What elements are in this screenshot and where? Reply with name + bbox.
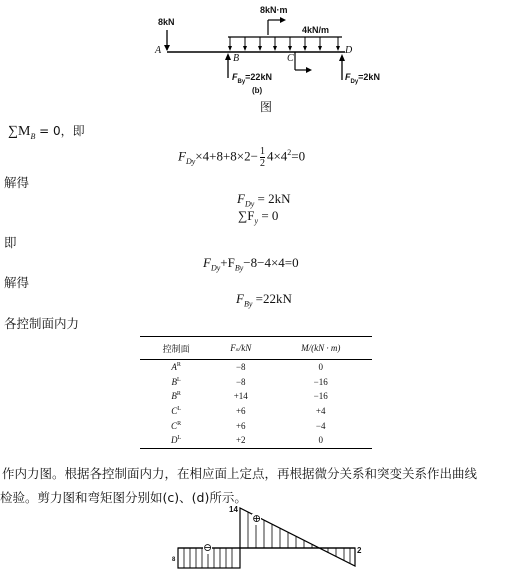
point-load-label: 8kN bbox=[158, 17, 175, 27]
table-row: $C^L$ +6 +4 bbox=[171, 406, 326, 417]
figure-sublabel: (b) bbox=[252, 86, 263, 95]
moment-condition: $\sum M_B = 0$，即 bbox=[8, 124, 85, 141]
control-section-table bbox=[140, 336, 372, 449]
column-header: 控制面 bbox=[140, 337, 212, 360]
paragraph-line-1: 作内力图。根据各控制面内力，在相应面上定点，再根据微分关系和突变关系作出曲线 bbox=[2, 466, 478, 481]
column-header: Fₛ/kN bbox=[212, 337, 269, 360]
equation-5: $F_{By} =22kN$ bbox=[236, 291, 292, 309]
section-title: 各控制面内力 bbox=[4, 316, 80, 331]
point-A-label: A bbox=[155, 45, 162, 56]
table-row: $C^R$ +6 −4 bbox=[171, 420, 326, 431]
reaction-D-label: $F_{Dy}=2kN$ bbox=[345, 72, 380, 85]
column-header: M/(kN · m) bbox=[269, 337, 372, 360]
equation-1: $F_{Dy}\times 4+8+8\times 2-$ $\frac{1}{2}$ $4\times 4^2=0$ bbox=[178, 146, 306, 169]
shear-label-peak: 14 bbox=[229, 505, 238, 514]
equation-2: $F_{Dy} = 2kN$ bbox=[237, 191, 291, 209]
solve-label-1: 解得 bbox=[4, 175, 30, 190]
shear-label-right: 2 bbox=[357, 546, 362, 555]
table-header-row bbox=[140, 337, 372, 360]
reaction-B-label: $F_{By}=22kN$ bbox=[232, 72, 272, 85]
solve-label-2: 解得 bbox=[4, 275, 30, 290]
ji-label: 即 bbox=[4, 235, 17, 250]
table-row: $B^R$ +14 −16 bbox=[171, 391, 328, 402]
shear-positive-sign-icon: ⊕ bbox=[252, 513, 262, 525]
moment-label: 8kN·m bbox=[260, 5, 288, 15]
figure-caption: 图 bbox=[260, 100, 273, 114]
paragraph-line-2: 检验。剪力图和弯矩图分别如(c)、(d)所示。 bbox=[0, 490, 247, 505]
point-B-label: B bbox=[233, 53, 240, 64]
table-row: $A^R$ −8 0 bbox=[171, 362, 323, 373]
equation-3: $\sum F_y = 0$ bbox=[238, 208, 279, 226]
table-row: $D^L$ +2 0 bbox=[140, 433, 372, 448]
table-row: $B^L$ −8 −16 bbox=[171, 376, 328, 387]
shear-negative-sign-icon: ⊖ bbox=[203, 542, 213, 554]
equation-4: $F_{Dy}+F_{By}-8-4\times 4=0$ bbox=[203, 255, 299, 273]
point-C-label: C bbox=[287, 53, 294, 64]
point-D-label: D bbox=[345, 45, 353, 56]
distributed-load-arrows bbox=[230, 37, 338, 50]
distributed-load-label: 4kN/m bbox=[302, 25, 330, 35]
shear-label-left: 8 bbox=[172, 557, 176, 563]
